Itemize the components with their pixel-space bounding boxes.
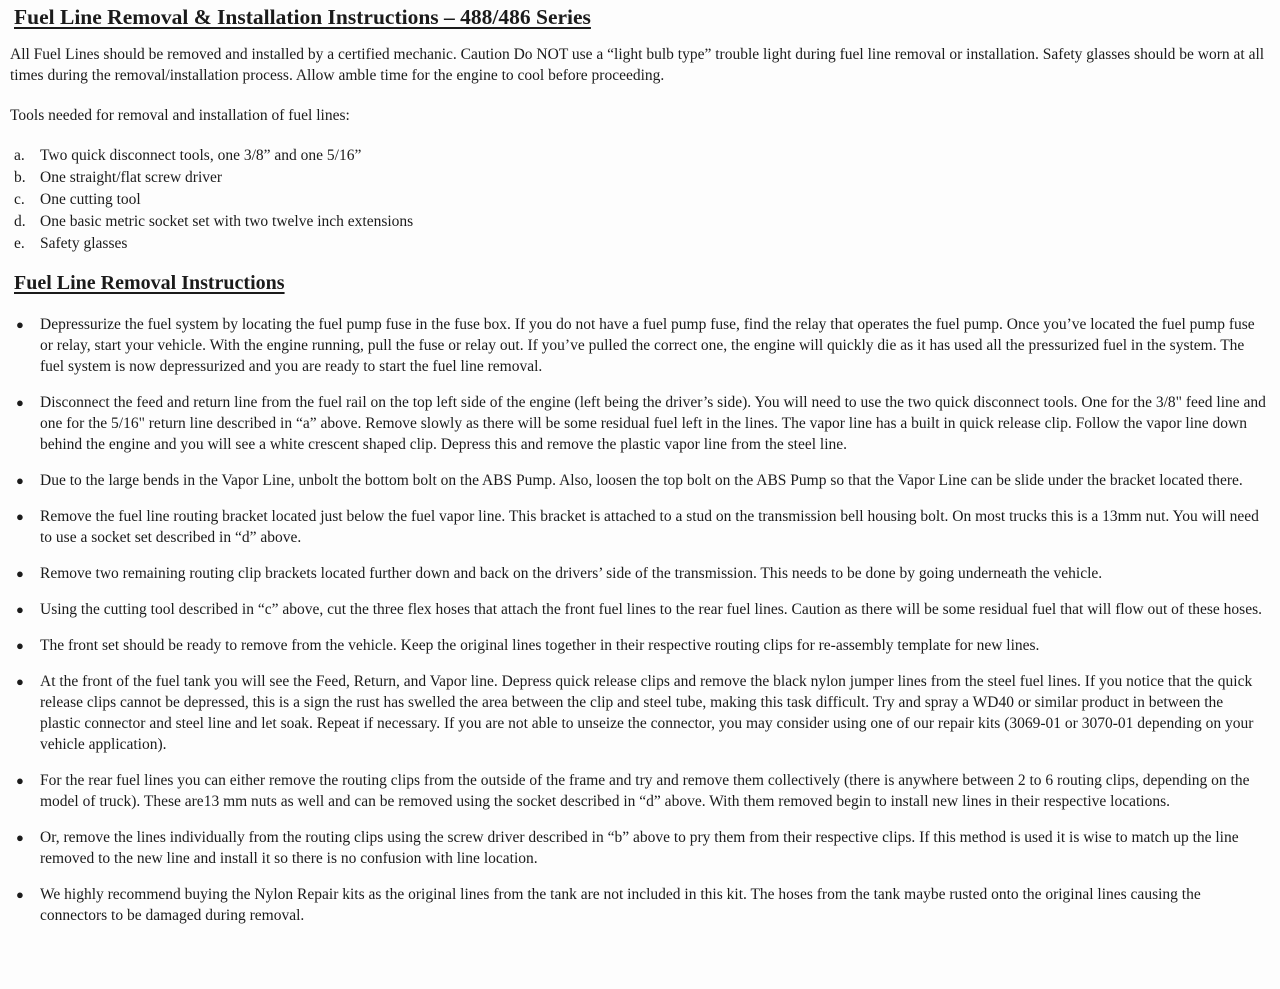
step-item [10,770,1266,812]
step-text: Due to the large bends in the Vapor Line, unbolt the bottom bolt on the ABS Pump. Also, loosen the top bolt on the ABS Pump so that the Vapor Line can be slide under the bracket located there. [40,472,1243,489]
tools-list-item [10,233,1266,255]
step-text: At the front of the fuel tank you will see the Feed, Return, and Vapor line. Depress quick release clips and remove the black nylon jumper lines from the steel fuel lines. If you notice that the quick release clips cannot be depressed, this is a sign the rust has swelled the area between the clip and steel tube, making this task difficult. Try and spray a WD40 or similar product in between the plastic connector and steel line and let soak. Repeat if necessary. If you are not able to unseize the connector, you may consider using one of our repair kits (3069-01 or 3070-01 depending on your vehicle application). [40,673,1254,753]
step-text: The front set should be ready to remove from the vehicle. Keep the original lines together in their respective routing clips for re-assembly template for new lines. [40,637,1040,654]
tools-list-item [10,189,1266,211]
step-item [10,599,1266,620]
section-heading: Fuel Line Removal Instructions [14,272,285,294]
list-marker: b. [14,169,26,186]
bullet-icon: ● [16,638,24,653]
list-marker: e. [14,235,25,252]
bullet-icon: ● [16,317,24,332]
bullet-icon: ● [16,473,24,488]
step-item [10,506,1266,548]
step-text: We highly recommend buying the Nylon Repair kits as the original lines from the tank are not included in this kit. The hoses from the tank maybe rusted onto the original lines causing the connectors to be damaged during removal. [40,886,1201,924]
bullet-icon: ● [16,674,24,689]
step-item [10,671,1266,755]
steps-list [10,314,1266,926]
list-item-text: Safety glasses [40,235,128,252]
step-text: For the rear fuel lines you can either remove the routing clips from the outside of the frame and try and remove them collectively (there is anywhere between 2 to 6 routing clips, depending on the model of truck). These are13 mm nuts as well and can be removed using the socket described in “d” above. With them removed begin to install new lines in their respective locations. [40,772,1250,810]
step-item [10,563,1266,584]
tools-list [10,145,1266,255]
bullet-icon: ● [16,566,24,581]
document-title: Fuel Line Removal & Installation Instructions – 488/486 Series [14,5,591,29]
step-item [10,827,1266,869]
step-text: Using the cutting tool described in “c” above, cut the three flex hoses that attach the front fuel lines to the rear fuel lines. Caution as there will be some residual fuel that will flow out of these hoses. [40,601,1262,618]
list-item-text: Two quick disconnect tools, one 3/8” and one 5/16” [40,147,362,164]
tools-list-item [10,145,1266,167]
bullet-icon: ● [16,395,24,410]
step-item [10,884,1266,926]
tools-heading: Tools needed for removal and installation of fuel lines: [10,107,350,124]
list-item-text: One basic metric socket set with two twelve inch extensions [40,213,414,230]
list-marker: a. [14,147,25,164]
step-text: Depressurize the fuel system by locating the fuel pump fuse in the fuse box. If you do not have a fuel pump fuse, find the relay that operates the fuel pump. Once you’ve located the fuel pump fuse or relay, start your vehicle. With the engine running, pull the fuse or relay out. If you’ve pulled the correct one, the engine will quickly die as it has used all the pressurized fuel in the system. The fuel system is now depressurized and you are ready to start the fuel line removal. [40,316,1255,375]
bullet-icon: ● [16,509,24,524]
step-item [10,314,1266,377]
bullet-icon: ● [16,887,24,902]
tools-list-item [10,211,1266,233]
list-item-text: One straight/flat screw driver [40,169,223,186]
list-item-text: One cutting tool [40,191,141,208]
step-text: Or, remove the lines individually from the routing clips using the screw driver described in “b” above to pry them from their respective clips. If this method is used it is wise to match up the line removed to the new line and install it so there is no confusion with line location. [40,829,1239,867]
list-marker: d. [14,213,26,230]
bullet-icon: ● [16,602,24,617]
bullet-icon: ● [16,773,24,788]
step-item [10,392,1266,455]
list-marker: c. [14,191,25,208]
tools-list-item [10,167,1266,189]
intro-paragraph: All Fuel Lines should be removed and installed by a certified mechanic. Caution Do NOT use a “light bulb type” trouble light during fuel line removal or installation. Safety glasses should be worn at all times during the removal/installation process. Allow amble time for the engine to cool before proceeding. [10,46,1265,84]
step-text: Remove the fuel line routing bracket located just below the fuel vapor line. This bracket is attached to a stud on the transmission bell housing bolt. On most trucks this is a 13mm nut. You will need to use a socket set described in “d” above. [40,508,1259,546]
bullet-icon: ● [16,830,24,845]
step-item [10,470,1266,491]
step-text: Disconnect the feed and return line from the fuel rail on the top left side of the engine (left being the driver’s side). You will need to use the two quick disconnect tools. One for the 3/8" feed line and one for the 5/16" return line described in “a” above. Remove slowly as there will be some residual fuel left in the lines. The vapor line has a built in quick release clip. Follow the vapor line down behind the engine and you will see a white crescent shaped clip. Depress this and remove the plastic vapor line from the steel line. [40,394,1266,453]
step-text: Remove two remaining routing clip brackets located further down and back on the drivers’ side of the transmission. This needs to be done by going underneath the vehicle. [40,565,1103,582]
step-item [10,635,1266,656]
